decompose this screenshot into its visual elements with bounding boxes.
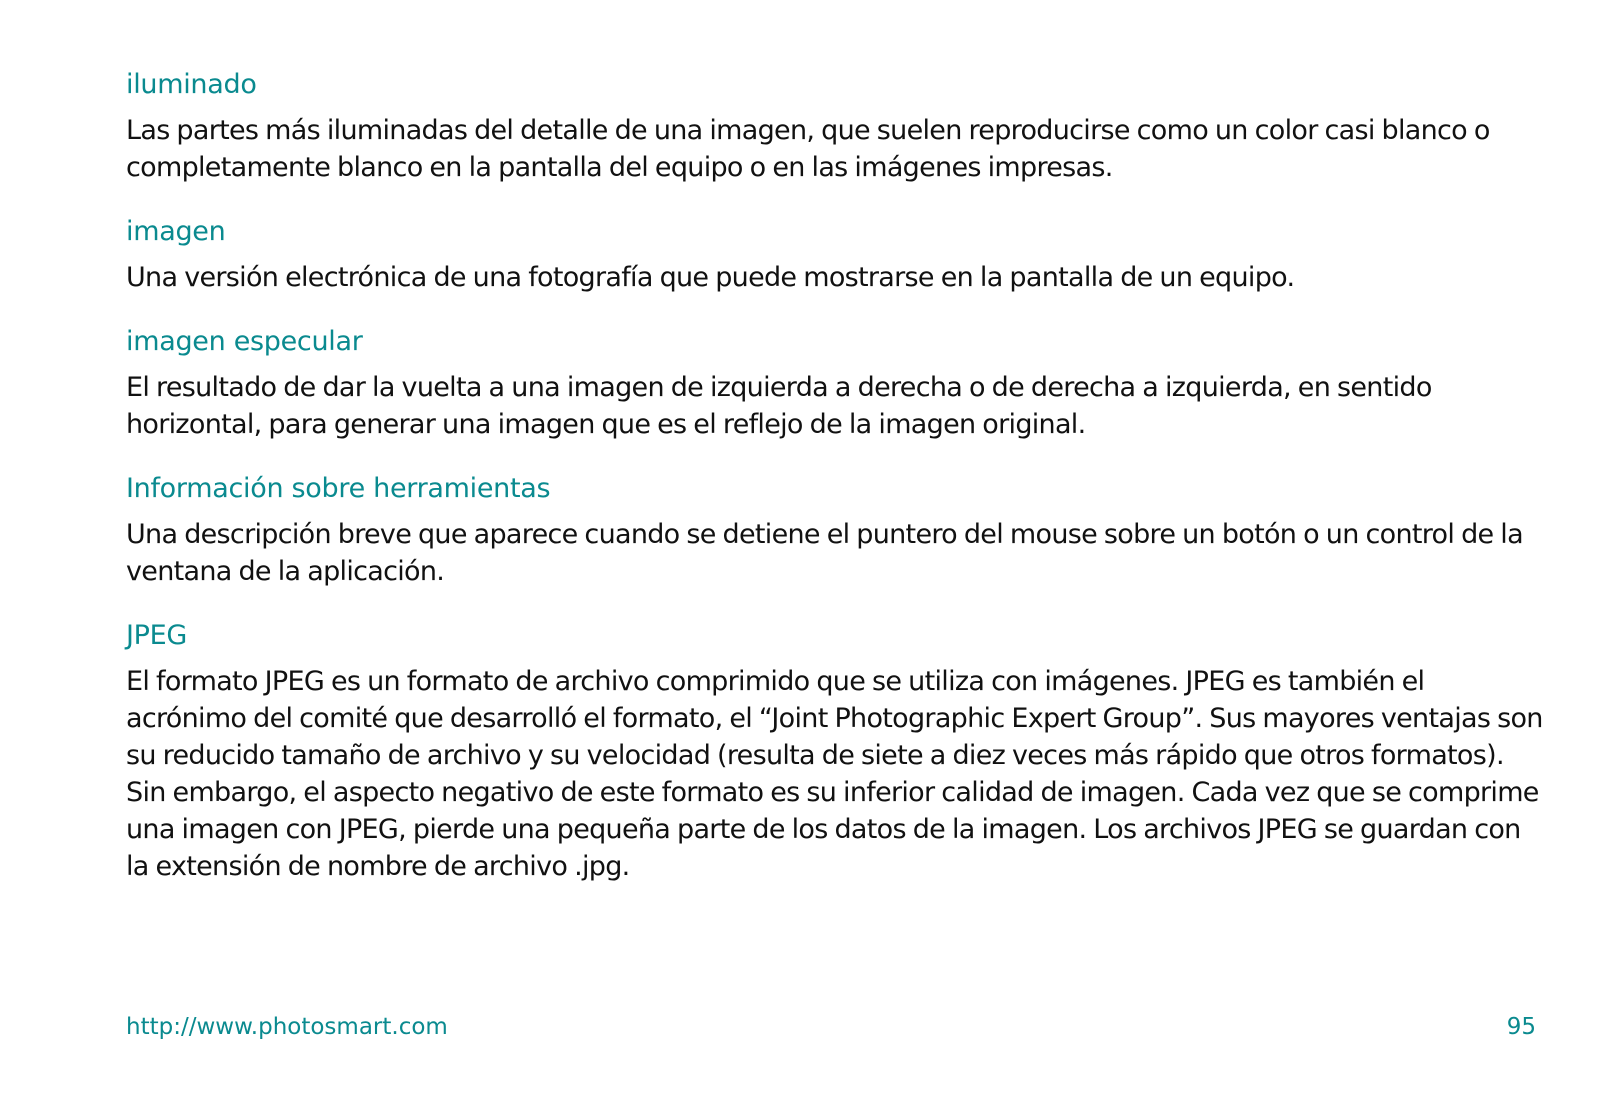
footer-url-link[interactable]: http://www.photosmart.com — [126, 1014, 448, 1040]
glossary-entry-imagen — [126, 213, 1546, 296]
glossary-definition: El formato JPEG es un formato de archivo comprimido que se utiliza con imágenes. JPEG es también el acrónimo del comité que desarrolló el formato, el “Joint Photographic Expert Group”. Sus mayores ventajas son su reducido tamaño de archivo y su velocidad (resulta de siete a diez veces más rápido que otros formatos). Sin embargo, el aspecto negativo de este formato es su inferior calidad de imagen. Cada vez que se comprime una imagen con JPEG, pierde una pequeña parte de los datos de la imagen. Los archivos JPEG se guardan con la extensión de nombre de archivo .jpg. — [126, 666, 1543, 882]
glossary-term: JPEG — [126, 620, 188, 651]
glossary-definition: Las partes más iluminadas del detalle de una imagen, que suelen reproducirse como un color casi blanco o completamente blanco en la pantalla del equipo o en las imágenes impresas. — [126, 115, 1490, 183]
glossary-entry-informacion-sobre-herramientas — [126, 470, 1546, 590]
glossary-term: imagen especular — [126, 326, 363, 357]
glossary-term: imagen — [126, 216, 226, 247]
glossary-entry-iluminado — [126, 66, 1546, 186]
glossary-definition: El resultado de dar la vuelta a una imagen de izquierda a derecha o de derecha a izquierda, en sentido horizontal, para generar una imagen que es el reflejo de la imagen original. — [126, 372, 1432, 440]
glossary-entry-jpeg — [126, 617, 1546, 885]
glossary-term: iluminado — [126, 69, 257, 100]
glossary-page — [126, 66, 1546, 912]
glossary-definition: Una descripción breve que aparece cuando se detiene el puntero del mouse sobre un botón o un control de la ventana de la aplicación. — [126, 519, 1523, 587]
glossary-entry-imagen-especular — [126, 323, 1546, 443]
page-number: 95 — [1506, 1014, 1536, 1040]
glossary-definition: Una versión electrónica de una fotografía que puede mostrarse en la pantalla de un equipo. — [126, 262, 1295, 293]
glossary-term: Información sobre herramientas — [126, 473, 551, 504]
